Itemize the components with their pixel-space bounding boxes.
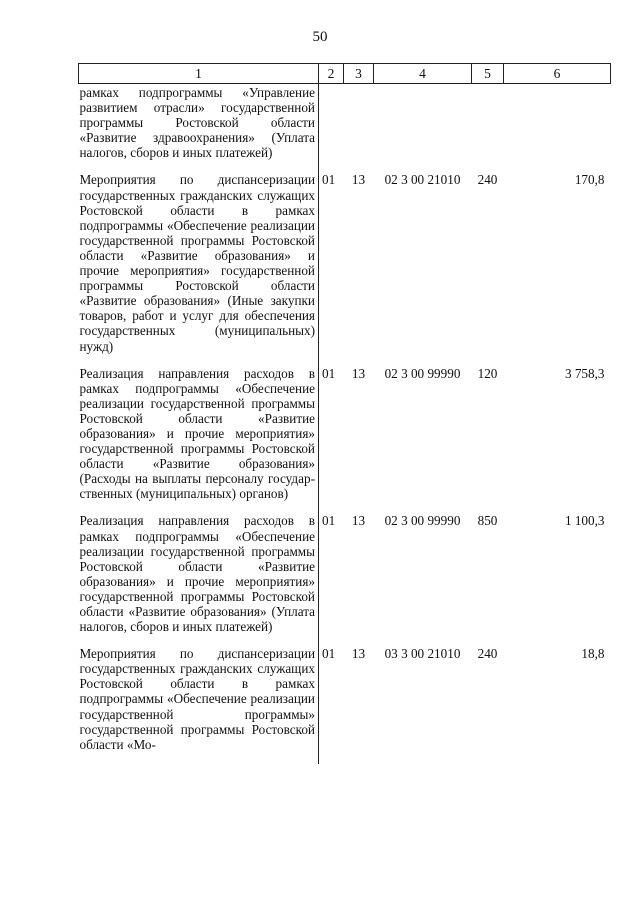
row-csr: 02 3 00 99990 (384, 365, 461, 381)
table-row (79, 84, 611, 173)
row-vr: 120 (477, 365, 498, 381)
row-name: Реализация направления расходов в рамках подпрограммы «Обеспечение реализации государственной программы Ростовской области «Развитие образования» и прочие мероприятия» государственной программы Ростовской области «Развитие образования» (Расходы на выплаты персоналу государственных (муниципальных) органов) (79, 366, 319, 514)
row-vr: 240 (477, 646, 498, 662)
row-vr (472, 84, 504, 173)
row-pr: 13 (351, 513, 366, 529)
table-body (79, 84, 611, 764)
row-csr (374, 84, 472, 173)
row-name: Мероприятия по диспансеризации государственных гражданских служащих Ростовской области в рамках подпрограммы «Обеспечение реализации государственной программы» государственной программы Ростовской области «Мо- (79, 646, 319, 764)
header-col-3: 3 (344, 64, 374, 84)
row-pr: 13 (351, 646, 366, 662)
table-header (79, 64, 611, 84)
row-csr: 02 3 00 21010 (384, 172, 461, 188)
row-vr: 240 (477, 172, 498, 188)
row-rz (319, 84, 344, 173)
table-row (79, 646, 611, 764)
row-rz: 01 (322, 513, 336, 529)
table-row (79, 172, 611, 365)
row-name: Реализация направления расходов в рамках подпрограммы «Обеспечение реализации государственной программы Ростовской области «Развитие образования» и прочие мероприятия» государственной программы Ростовской области «Развитие образования» (Уплата налогов, сборов и иных платежей) (79, 513, 319, 646)
row-csr: 03 3 00 21010 (384, 646, 461, 662)
row-rz: 01 (322, 172, 336, 188)
row-sum: 18,8 (581, 646, 605, 662)
row-sum: 170,8 (574, 172, 605, 188)
header-col-4: 4 (374, 64, 472, 84)
header-col-1: 1 (79, 64, 319, 84)
row-pr (344, 84, 374, 173)
header-col-2: 2 (319, 64, 344, 84)
row-name: рамках подпрограммы «Управление развитием отрасли» государственной программы Ростовской области «Развитие здравоохранения» (Уплата налогов, сборов и иных платежей) (79, 84, 319, 173)
row-sum: 1 100,3 (564, 513, 605, 529)
row-sum: 3 758,3 (564, 365, 605, 381)
page-number: 50 (312, 29, 328, 45)
row-sum (504, 84, 611, 173)
row-name: Мероприятия по диспансеризации государственных гражданских служащих Ростовской области в рамках подпрограммы «Обеспечение реализации государственной программы Ростовской области «Развитие образования» и прочие мероприятия» государственной программы Ростовской области «Развитие образования» (Иные закупки товаров, работ и услуг для обеспечения государственных (муниципальных) нужд) (79, 172, 319, 365)
row-pr: 13 (351, 172, 366, 188)
header-row (79, 64, 611, 84)
table-row (79, 513, 611, 646)
table-row (79, 366, 611, 514)
row-csr: 02 3 00 99990 (384, 513, 461, 529)
row-rz: 01 (322, 365, 336, 381)
row-vr: 850 (477, 513, 498, 529)
row-pr: 13 (351, 365, 366, 381)
row-rz: 01 (322, 646, 336, 662)
budget-table (78, 63, 611, 764)
header-col-5: 5 (472, 64, 504, 84)
header-col-6: 6 (504, 64, 611, 84)
